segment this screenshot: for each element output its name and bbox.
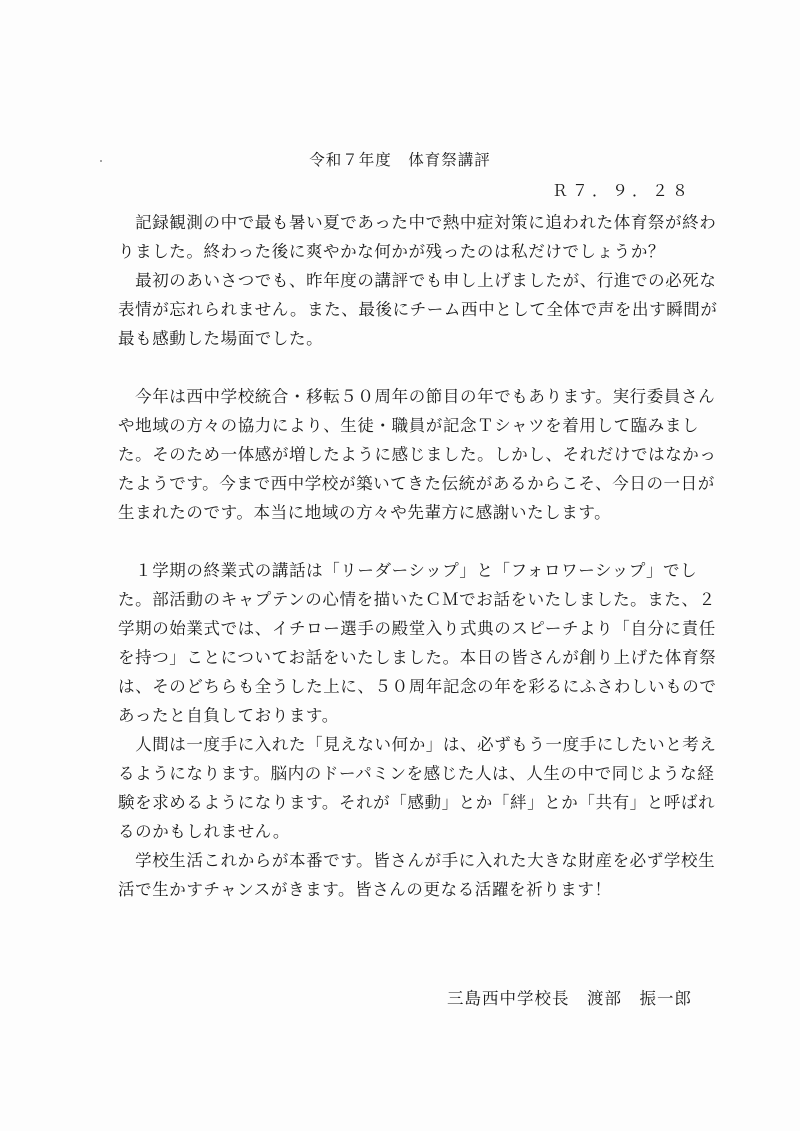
body-line: 記録観測の中で最も暑い夏であった中で熱中症対策に追われた体育祭が終わ — [118, 213, 717, 232]
body-line: を持つ」ことについてお話をいたしました。本日の皆さんが創り上げた体育祭 — [118, 648, 717, 667]
body-line: るのかもしれません。 — [118, 822, 290, 841]
document-title: 令和７年度 体育祭講評 — [309, 151, 491, 169]
body-line: 験を求めるようになります。それが「感動」とか「絆」とか「共有」と呼ばれ — [118, 793, 716, 812]
document-date: Ｒ７．９．２８ — [551, 181, 692, 200]
body-line: 今年は西中学校統合・移転５０周年の節目の年でもあります。実行委員さん — [118, 387, 716, 406]
body-line: 人間は一度手に入れた「見えない何か」は、必ずもう一度手にしたいと考え — [118, 735, 717, 754]
body-line: 活で生かすチャンスがきます。皆さんの更なる活躍を祈ります！ — [118, 880, 612, 899]
body-line: 学期の始業式では、イチロー選手の殿堂入り式典のスピーチより「自分に責任 — [118, 619, 716, 638]
body-line: た。部活動のキャプテンの心情を描いたＣＭでお話をいたしました。また、２ — [118, 590, 716, 609]
body-line: 表情が忘れられません。また、最後にチーム西中として全体で声を出す瞬間が — [118, 300, 718, 319]
body-line: 生まれたのです。本当に地域の方々や先輩方に感謝いたします。 — [118, 503, 612, 522]
body-line: た。そのため一体感が増したように感じました。しかし、それだけではなかっ — [118, 445, 717, 464]
body-line: るようになります。脳内のドーパミンを感じた人は、人生の中で同じような経 — [118, 764, 715, 783]
body-line: 学校生活これからが本番です。皆さんが手に入れた大きな財産を必ず学校生 — [118, 851, 716, 870]
body-line: は、そのどちらも全うした上に、５０周年記念の年を彩るにふさわしいもので — [118, 677, 717, 696]
signature: 三島西中学校長 渡部 振一郎 — [447, 989, 692, 1008]
body-line: りました。終わった後に爽やかな何かが残ったのは私だけでしょうか？ — [118, 242, 666, 261]
body-line: 最初のあいさつでも、昨年度の講評でも申し上げましたが、行進での必死な — [118, 271, 717, 290]
paragraph-gap — [118, 353, 693, 382]
paragraph-gap — [118, 527, 693, 556]
body-line: や地域の方々の協力により、生徒・職員が記念Ｔシャツを着用して臨みまし — [118, 416, 700, 435]
body-line: １学期の終業式の講話は「リーダーシップ」と「フォロワーシップ」でし — [118, 561, 698, 580]
body-line: あったと自負しております。 — [118, 706, 339, 725]
body-line: たようです。今まで西中学校が築いてきた伝統があるからこそ、今日の一日が — [118, 474, 715, 493]
body-line: 最も感動した場面でした。 — [118, 329, 324, 348]
document-body — [118, 208, 718, 904]
